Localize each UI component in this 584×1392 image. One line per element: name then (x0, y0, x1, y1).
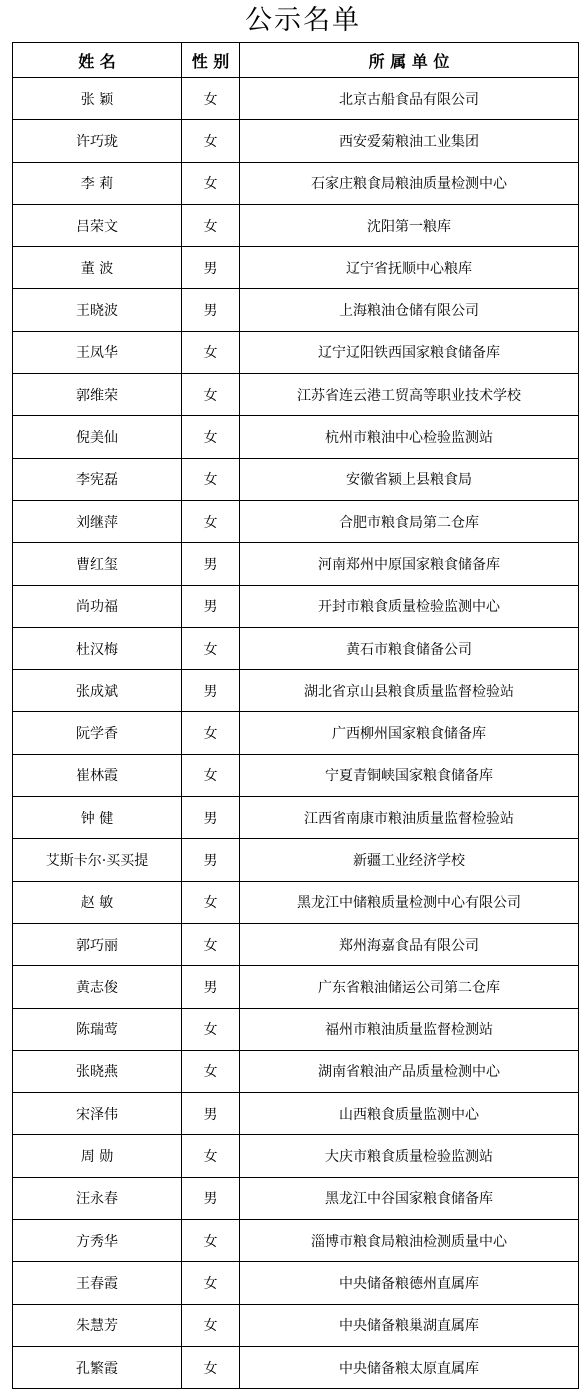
person-name-cell: 吕荣文 (13, 204, 182, 246)
person-name-cell: 倪美仙 (13, 416, 182, 458)
unit-cell: 湖北省京山县粮食质量监督检验站 (240, 670, 579, 712)
person-name-cell: 汪永春 (13, 1177, 182, 1219)
unit-cell: 北京古船食品有限公司 (240, 78, 579, 120)
table-row (13, 500, 579, 542)
gender-cell: 女 (182, 923, 240, 965)
gender-cell: 女 (182, 331, 240, 373)
table-row (13, 331, 579, 373)
person-name-cell: 李 莉 (13, 162, 182, 204)
gender-cell: 女 (182, 1346, 240, 1388)
person-name-cell: 钟 健 (13, 797, 182, 839)
person-name-cell: 王春霞 (13, 1262, 182, 1304)
unit-cell: 中央储备粮巢湖直属库 (240, 1304, 579, 1346)
gender-cell: 女 (182, 1135, 240, 1177)
table-row (13, 543, 579, 585)
table-row (13, 78, 579, 120)
gender-cell: 男 (182, 1177, 240, 1219)
person-name-cell: 周 勋 (13, 1135, 182, 1177)
gender-cell: 女 (182, 1008, 240, 1050)
table-row (13, 247, 579, 289)
gender-cell: 男 (182, 797, 240, 839)
gender-cell: 男 (182, 839, 240, 881)
person-name-cell: 方秀华 (13, 1220, 182, 1262)
person-name-cell: 张晓燕 (13, 1050, 182, 1092)
gender-cell: 男 (182, 585, 240, 627)
unit-cell: 辽宁辽阳铁西国家粮食储备库 (240, 331, 579, 373)
column-header-gender: 性 别 (182, 43, 240, 78)
person-name-cell: 阮学香 (13, 712, 182, 754)
unit-cell: 郑州海嘉食品有限公司 (240, 923, 579, 965)
table-row (13, 1093, 579, 1135)
table-row (13, 1304, 579, 1346)
person-name-cell: 董 波 (13, 247, 182, 289)
table-row (13, 670, 579, 712)
unit-cell: 大庆市粮食质量检验监测站 (240, 1135, 579, 1177)
unit-cell: 石家庄粮食局粮油质量检测中心 (240, 162, 579, 204)
gender-cell: 女 (182, 1304, 240, 1346)
unit-cell: 杭州市粮油中心检验监测站 (240, 416, 579, 458)
person-name-cell: 艾斯卡尔·买买提 (13, 839, 182, 881)
unit-cell: 江苏省连云港工贸高等职业技术学校 (240, 374, 579, 416)
table-row (13, 1262, 579, 1304)
unit-cell: 开封市粮食质量检验监测中心 (240, 585, 579, 627)
gender-cell: 男 (182, 1093, 240, 1135)
unit-cell: 沈阳第一粮库 (240, 204, 579, 246)
table-header-row (13, 43, 579, 78)
gender-cell: 女 (182, 374, 240, 416)
person-name-cell: 张成斌 (13, 670, 182, 712)
person-name-cell: 张 颖 (13, 78, 182, 120)
person-name-cell: 崔林霞 (13, 754, 182, 796)
person-name-cell: 朱慧芳 (13, 1304, 182, 1346)
gender-cell: 女 (182, 78, 240, 120)
person-name-cell: 孔繁霞 (13, 1346, 182, 1388)
unit-cell: 山西粮食质量监测中心 (240, 1093, 579, 1135)
table-row (13, 1135, 579, 1177)
document-title: 公示名单 (245, 5, 361, 36)
unit-cell: 辽宁省抚顺中心粮库 (240, 247, 579, 289)
person-name-cell: 杜汉梅 (13, 627, 182, 669)
unit-cell: 宁夏青铜峡国家粮食储备库 (240, 754, 579, 796)
unit-cell: 西安爱菊粮油工业集团 (240, 120, 579, 162)
person-name-cell: 郭巧丽 (13, 923, 182, 965)
unit-cell: 福州市粮油质量监督检测站 (240, 1008, 579, 1050)
person-name-cell: 王晓波 (13, 289, 182, 331)
person-name-cell: 李宪磊 (13, 458, 182, 500)
unit-cell: 黄石市粮食储备公司 (240, 627, 579, 669)
gender-cell: 女 (182, 754, 240, 796)
unit-cell: 中央储备粮太原直属库 (240, 1346, 579, 1388)
unit-cell: 湖南省粮油产品质量检测中心 (240, 1050, 579, 1092)
gender-cell: 女 (182, 162, 240, 204)
person-name-cell: 许巧珑 (13, 120, 182, 162)
roster-table (12, 42, 579, 1389)
person-name-cell: 宋泽伟 (13, 1093, 182, 1135)
table-row (13, 839, 579, 881)
unit-cell: 合肥市粮食局第二仓库 (240, 500, 579, 542)
table-row (13, 754, 579, 796)
person-name-cell: 黄志俊 (13, 966, 182, 1008)
gender-cell: 女 (182, 881, 240, 923)
table-row (13, 120, 579, 162)
unit-cell: 黑龙江中储粮质量检测中心有限公司 (240, 881, 579, 923)
table-row (13, 797, 579, 839)
gender-cell: 女 (182, 500, 240, 542)
person-name-cell: 赵 敏 (13, 881, 182, 923)
table-row (13, 289, 579, 331)
table-row (13, 374, 579, 416)
gender-cell: 男 (182, 289, 240, 331)
table-row (13, 416, 579, 458)
person-name-cell: 刘继萍 (13, 500, 182, 542)
gender-cell: 女 (182, 416, 240, 458)
unit-cell: 淄博市粮食局粮油检测质量中心 (240, 1220, 579, 1262)
gender-cell: 女 (182, 458, 240, 500)
person-name-cell: 曹红玺 (13, 543, 182, 585)
unit-cell: 安徽省颍上县粮食局 (240, 458, 579, 500)
person-name-cell: 陈瑞莺 (13, 1008, 182, 1050)
table-row (13, 162, 579, 204)
column-header-name: 姓 名 (13, 43, 182, 78)
gender-cell: 女 (182, 1262, 240, 1304)
gender-cell: 女 (182, 120, 240, 162)
gender-cell: 男 (182, 247, 240, 289)
table-row (13, 966, 579, 1008)
table-row (13, 1220, 579, 1262)
table-row (13, 627, 579, 669)
person-name-cell: 王凤华 (13, 331, 182, 373)
unit-cell: 新疆工业经济学校 (240, 839, 579, 881)
gender-cell: 男 (182, 966, 240, 1008)
unit-cell: 广西柳州国家粮食储备库 (240, 712, 579, 754)
unit-cell: 中央储备粮德州直属库 (240, 1262, 579, 1304)
table-row (13, 458, 579, 500)
table-row (13, 923, 579, 965)
table-row (13, 585, 579, 627)
table-row (13, 712, 579, 754)
unit-cell: 江西省南康市粮油质量监督检验站 (240, 797, 579, 839)
table-body (13, 78, 579, 1389)
gender-cell: 女 (182, 204, 240, 246)
gender-cell: 女 (182, 1050, 240, 1092)
gender-cell: 女 (182, 712, 240, 754)
gender-cell: 男 (182, 670, 240, 712)
unit-cell: 上海粮油仓储有限公司 (240, 289, 579, 331)
column-header-unit: 所 属 单 位 (240, 43, 579, 78)
person-name-cell: 郭维荣 (13, 374, 182, 416)
unit-cell: 广东省粮油储运公司第二仓库 (240, 966, 579, 1008)
unit-cell: 河南郑州中原国家粮食储备库 (240, 543, 579, 585)
unit-cell: 黑龙江中谷国家粮食储备库 (240, 1177, 579, 1219)
table-row (13, 881, 579, 923)
table-row (13, 1177, 579, 1219)
gender-cell: 女 (182, 1220, 240, 1262)
person-name-cell: 尚功福 (13, 585, 182, 627)
table-row (13, 1008, 579, 1050)
table-row (13, 1050, 579, 1092)
gender-cell: 女 (182, 627, 240, 669)
table-row (13, 1346, 579, 1388)
table-row (13, 204, 579, 246)
gender-cell: 男 (182, 543, 240, 585)
